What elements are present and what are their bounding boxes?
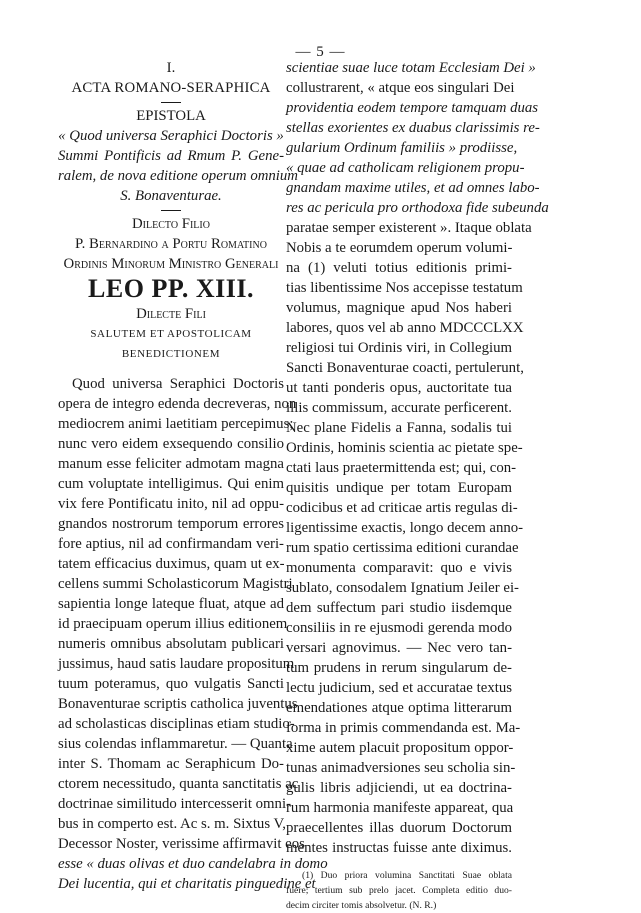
subtitle-line: ralem, de nova editione operum omnium — [58, 168, 298, 184]
address-line: Ordinis Minorum Ministro Generali — [63, 256, 279, 272]
body-line: gulis libris adjiciendi, ut ea doctrina- — [286, 780, 512, 796]
body-line: monumenta comparavit: quo e vivis — [286, 560, 512, 576]
left-column — [58, 58, 328, 894]
section-title: ACTA ROMANO-SERAPHICA — [71, 80, 271, 96]
address-line: Dilecto Filio — [132, 216, 210, 232]
body-line: jussimus, haud satis laudare propositum — [58, 656, 295, 672]
body-line: labores, quos vel ab anno MDCCCLXX — [286, 320, 524, 336]
body-line: inter S. Thomam ac Seraphicum Do- — [58, 756, 284, 772]
body-line: collustrarent, « atque eos singulari Dei — [286, 80, 515, 96]
body-line: forma in primis commendanda est. Ma- — [286, 720, 521, 736]
body-line: id praecipuam operum illius editionem — [58, 616, 288, 632]
body-line: tatem efficacius duximus, quam ut ex- — [58, 556, 285, 572]
body-line: gularium Ordinum familiis » prodiisse, — [286, 140, 518, 156]
subtitle-line: Summi Pontificis ad Rmum P. Gene- — [58, 148, 284, 164]
body-line: Sancti Bonaventurae coacti, pertulerunt, — [286, 360, 524, 376]
divider — [58, 206, 284, 214]
body-line: gnandos nostrorum temporum errores — [58, 516, 284, 532]
body-line: mediocrem animi laetitiam percepimus; — [58, 416, 294, 432]
body-line: bus in comperto est. Ac s. m. Sixtus V, — [58, 816, 286, 832]
divider — [58, 98, 284, 106]
body-line: emendationes atque optima litterarum — [286, 700, 512, 716]
body-line: « quae ad catholicam religionem propu- — [286, 160, 525, 176]
body-line: Bonaventurae scriptis catholica juventus — [58, 696, 298, 712]
body-line: cum voluptate intelligimus. Qui enim — [58, 476, 284, 492]
salutation-line: Dilecte Fili — [136, 306, 206, 322]
body-line: paratae semper existerent ». Itaque oblata — [286, 220, 532, 236]
body-line: volumus, magnique apud Nos haberi — [286, 300, 512, 316]
body-line: manum esse feliciter admotam magna — [58, 456, 284, 472]
subtitle-line: S. Bonaventurae. — [120, 188, 222, 204]
section-number: I. — [166, 60, 176, 76]
body-line: tuum poteramus, quo vulgatis Sancti — [58, 676, 284, 692]
body-line: vix fere Pontificatu inito, nil ad oppu- — [58, 496, 284, 512]
body-line: providentia eodem tempore tamquam duas — [286, 100, 539, 116]
body-line: rum spatio certissima editioni curandae — [286, 540, 519, 556]
right-column — [286, 58, 549, 913]
body-line: fore aptius, nil ad confirmandam veri- — [58, 536, 284, 552]
body-line: scientiae suae luce totam Ecclesiam Dei » — [286, 60, 536, 76]
body-line: codicibus et ad criticae artis regulas di- — [286, 500, 518, 516]
body-line: versari agnovimus. — Nec vero tan- — [286, 640, 512, 656]
body-line: mentes instructas fuisse ante diximus. — [286, 840, 512, 856]
body-line: quisitis undique per totam Europam — [286, 480, 512, 496]
body-line: Quod universa Seraphici Doctoris — [72, 376, 284, 392]
body-line: stellas exorientes ex duabus clarissimis re- — [286, 120, 540, 136]
body-line: esse « duas olivas et duo candelabra in domo — [58, 856, 328, 872]
body-line: sapientia longe lateque fluat, atque ad — [58, 596, 284, 612]
body-line: religiosi tui Ordinis viri, in Collegium — [286, 340, 512, 356]
body-line: rum harmonia manifeste appareat, qua — [286, 800, 514, 816]
salutation-line: SALUTEM ET APOSTOLICAM — [90, 328, 252, 340]
body-line: ctorem necessitudo, quanta sanctitatis ac — [58, 776, 299, 792]
body-line: illis commissum, accurate perficerent. — [286, 400, 512, 416]
body-line: consiliis in re ejusmodi gerenda modo — [286, 620, 512, 636]
body-line: numeris omnibus absolutam publicari — [58, 636, 284, 652]
body-line: praecellentes illas duorum Doctorum — [286, 820, 512, 836]
salutation-line: BENEDICTIONEM — [121, 348, 221, 360]
address-line: P. Bernardino a Portu Romatino — [75, 236, 267, 252]
body-line: ut tanti ponderis opus, auctoritate tua — [286, 380, 512, 396]
body-line: lectu judicium, sed et accuratae textus — [286, 680, 512, 696]
body-line: nunc vero eidem exsequendo consilio — [58, 436, 284, 452]
body-line: Dei lucentia, qui et charitatis pinguedine et — [58, 876, 316, 892]
pope-name: LEO PP. XIII. — [88, 274, 254, 303]
body-line: Decessor Noster, verissime affirmavit eos — [58, 836, 305, 852]
body-line: sublato, consodalem Ignatium Jeiler ei- — [286, 580, 519, 596]
body-line: tum prudens in rerum singularum de- — [286, 660, 512, 676]
body-line: ctati laus praetermittenda est; qui, con- — [286, 460, 517, 476]
body-line: gnandam maxime utiles, et ad omnes labo- — [286, 180, 540, 196]
footnote-line: (1) Duo priora volumina Sanctitati Suae oblata — [302, 870, 512, 881]
body-line: sius colendas inflammaretur. — Quanta — [58, 736, 293, 752]
body-line: ad scholasticas disciplinas etiam studio- — [58, 716, 295, 732]
body-line: doctrinae similitudo intercesserit omni- — [58, 796, 291, 812]
body-line: xime autem placuit propositum oppor- — [286, 740, 514, 756]
body-line: ligentissime exactis, longo decem anno- — [286, 520, 524, 536]
body-line: tunas animadversiones seu scholia sin- — [286, 760, 516, 776]
body-line: cellens summi Scholasticorum Magistri — [58, 576, 293, 592]
body-line: opera de integro edenda decreveras, non — [58, 396, 297, 412]
epistola-heading: EPISTOLA — [136, 108, 206, 124]
page-number: — 5 — — [295, 44, 346, 60]
body-line: Ordinis, hominis scientia ac pietate spe- — [286, 440, 523, 456]
body-line: Nobis a te eorumdem operum volumi- — [286, 240, 513, 256]
footnote-line: decim circiter tomis absolvetur. (N. R.) — [286, 900, 437, 911]
body-line: res ac pericula pro orthodoxa fide subeunda — [286, 200, 549, 216]
body-line: na (1) veluti totius editionis primi- — [286, 260, 512, 276]
subtitle-line: « Quod universa Seraphici Doctoris » — [58, 128, 284, 144]
body-line: Nec plane Fidelis a Fanna, sodalis tui — [286, 420, 512, 436]
body-line: dem suffectum pari studio iisdemque — [286, 600, 512, 616]
footnote-line: fuere; tertium sub prelo jacet. Completa editio duo- — [286, 885, 512, 896]
body-line: tias libentissime Nos accepisse testatum — [286, 280, 523, 296]
